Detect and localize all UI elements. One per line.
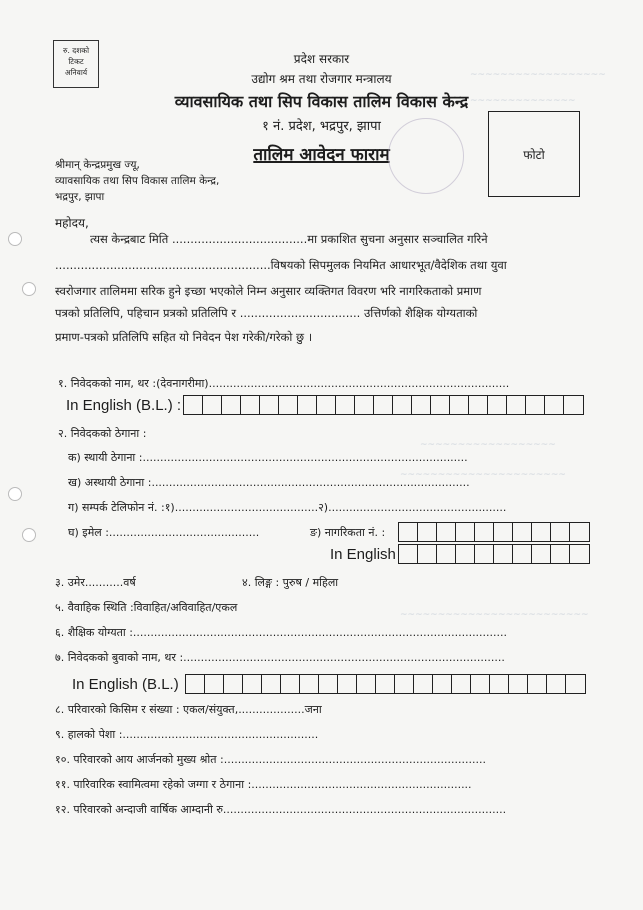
addressee-line: व्यावसायिक तथा सिप विकास तालिम केन्द्र,	[55, 175, 220, 187]
field-name-en-label: In English (B.L.) :	[66, 397, 182, 414]
body-line: ...........................................................विषयको सिपमुलक नियमित आधारभूत/वैदेशिक तथा युवा	[55, 258, 507, 272]
punch-hole	[8, 232, 22, 246]
show-through-text: ~~~~~~~~~~~~~~~~~~~~~~~~~	[400, 610, 589, 620]
field-citizenship-boxes[interactable]	[398, 522, 590, 542]
header-centre: व्यावसायिक तथा सिप विकास तालिम विकास केन्द्र	[174, 92, 469, 111]
show-through-text: ~~~~~~~~~~~~~~	[470, 96, 576, 106]
stamp-line: टिकट	[68, 57, 84, 66]
photo-label: फोटो	[523, 148, 545, 162]
field-father-name[interactable]: ७. निवेदकको बुवाको नाम, थर :............................................................................................	[55, 651, 505, 664]
field-family-land[interactable]: ११. पारिवारिक स्वामित्वमा रहेको जग्गा र ठेगाना :...............................................................	[55, 778, 472, 791]
show-through-text: ~~~~~~~~~~~~~~~~~~	[470, 70, 606, 80]
field-age[interactable]: ३. उमेर...........वर्ष	[55, 576, 136, 589]
field-gender[interactable]: ४. लिङ्ग : पुरुष / महिला	[242, 576, 339, 589]
punch-hole	[22, 528, 36, 542]
addressee-line: श्रीमान् केन्द्रप्रमुख ज्यू,	[55, 159, 140, 171]
field-name-en-boxes[interactable]	[183, 395, 584, 415]
header-address: १ नं. प्रदेश, भद्रपुर, झापा	[262, 119, 381, 134]
field-name-np[interactable]: १. निवेदकको नाम, थर :(देवनागरीमा)......................................................................................	[58, 377, 510, 390]
field-annual-income[interactable]: १२. परिवारको अन्दाजी वार्षिक आम्दानी रु.................................................................................	[55, 803, 507, 816]
show-through-text: ~~~~~~~~~~~~~~~~~~~~~~	[400, 470, 566, 480]
field-telephone[interactable]: ग) सम्पर्क टेलिफोन नं. :१).........................................२)...................................................	[68, 501, 507, 514]
punch-hole	[8, 487, 22, 501]
salutation: महोदय,	[55, 216, 89, 230]
photo-box[interactable]	[488, 111, 580, 197]
header-province: प्रदेश सरकार	[293, 52, 350, 66]
field-father-name-en-boxes[interactable]	[185, 674, 586, 694]
stamp-line: रु. दशको	[62, 46, 90, 55]
field-income-source[interactable]: १०. परिवारको आय आर्जनको मुख्य श्रोत :...........................................................................	[55, 753, 486, 766]
field-address-heading: २. निवेदकको ठेगाना :	[58, 427, 147, 440]
body-line: पत्रको प्रतिलिपि, पहिचान प्रत्रको प्रतिलिपि र ................................. उत्तिर्णको शैक्षिक योग्यताको	[55, 306, 478, 320]
body-line: त्यस केन्द्रबाट मिति .....................................मा प्रकाशित सुचना अनुसार सञ्चालित गरिने	[90, 232, 488, 246]
field-email[interactable]: घ) इमेल :...........................................	[68, 526, 260, 539]
field-citizenship-label: ङ) नागरिकता नं. :	[310, 526, 386, 539]
field-citizenship-en-label: In English	[330, 546, 396, 563]
header-ministry: उद्योग श्रम तथा रोजगार मन्त्रालय	[251, 72, 392, 86]
field-education[interactable]: ६. शैक्षिक योग्यता :...........................................................................................................	[55, 626, 508, 639]
body-line: स्वरोजगार तालिममा सरिक हुने इच्छा भएकोले निम्न अनुसार व्यक्तिगत विवरण भरि नागरिकताको प्रमाण	[55, 284, 482, 298]
field-citizenship-en-boxes[interactable]	[398, 544, 590, 564]
punch-hole	[22, 282, 36, 296]
field-permanent-address[interactable]: क) स्थायी ठेगाना :.............................................................................................	[68, 451, 468, 464]
show-through-text: ~~~~~~~~~~~~~~~~~~	[420, 440, 556, 450]
stamp-line: अनिवार्य	[64, 68, 88, 77]
field-occupation[interactable]: ९. हालको पेशा :........................................................	[55, 728, 319, 741]
field-temporary-address[interactable]: ख) अस्थायी ठेगाना :...........................................................................................	[68, 476, 470, 489]
body-line: प्रमाण-पत्रको प्रतिलिपि सहित यो निवेदन पेश गरेकी/गरेको छु ।	[55, 330, 313, 344]
field-marital-status[interactable]: ५. वैवाहिक स्थिति :विवाहित/अविवाहित/एकल	[55, 601, 238, 614]
field-father-name-en-label: In English (B.L.)	[72, 676, 179, 693]
addressee-line: भद्रपुर, झापा	[55, 191, 105, 203]
form-title-text: तालिम आवेदन फाराम	[253, 145, 390, 165]
field-family-type[interactable]: ८. परिवारको किसिम र संख्या : एकल/संयुक्त,...................जना	[55, 703, 322, 716]
office-seal	[388, 118, 464, 194]
